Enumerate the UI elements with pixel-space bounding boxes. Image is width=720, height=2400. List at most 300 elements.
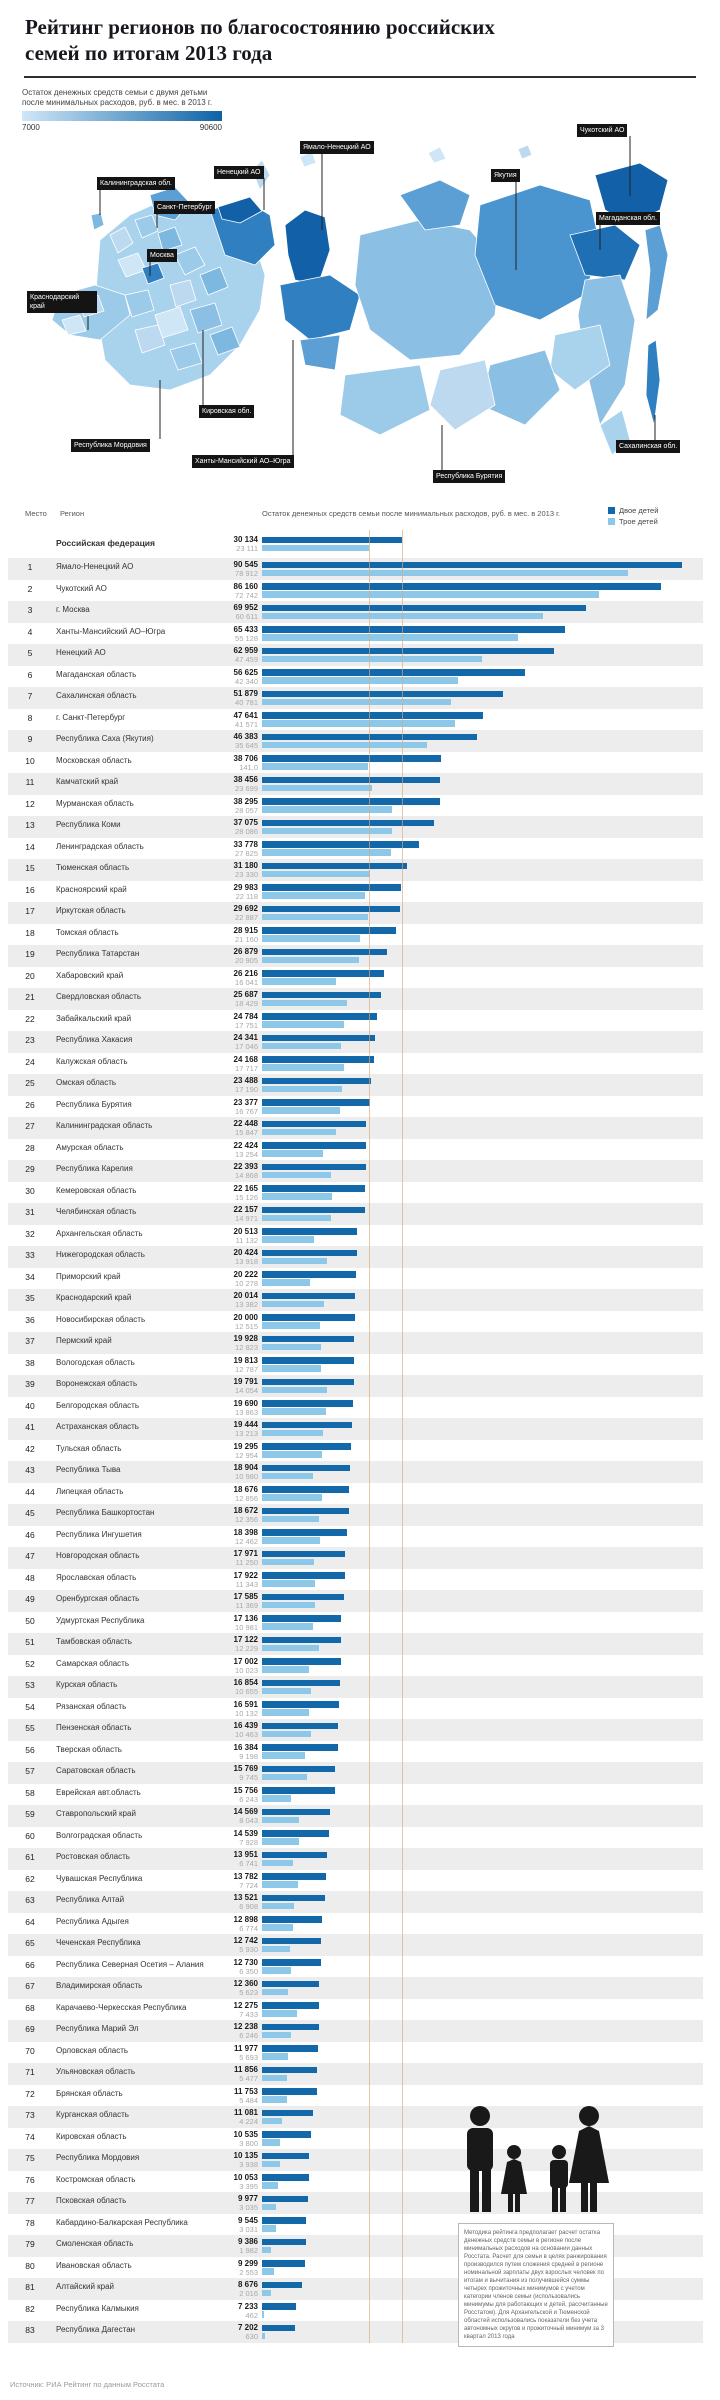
rank-cell: 12 <box>25 798 35 809</box>
bar-three-children <box>262 1172 331 1179</box>
value-three-children: 21 160 <box>235 934 258 944</box>
bar-two-children <box>262 1465 350 1472</box>
region-name: Пермский край <box>56 1336 112 1345</box>
table-row <box>8 1913 703 1935</box>
table-row <box>8 1461 703 1483</box>
bar-three-children <box>262 914 368 921</box>
value-three-children: 28 057 <box>235 805 258 815</box>
value-two-children: 10 053 <box>233 2172 258 2182</box>
russia-average-reference-line <box>402 530 403 2343</box>
region-name: Свердловская область <box>56 992 141 1001</box>
value-two-children: 13 782 <box>233 1871 258 1881</box>
bar-two-children <box>262 1293 355 1300</box>
bar-two-children <box>262 2325 295 2332</box>
bar-two-children <box>262 798 440 805</box>
column-header-region: Регион <box>60 509 85 518</box>
region-name: Ненецкий АО <box>56 648 106 657</box>
value-two-children: 65 433 <box>233 624 258 634</box>
region-name: Республика Хакасия <box>56 1035 133 1044</box>
table-row <box>8 967 703 989</box>
bar-two-children <box>262 2303 296 2310</box>
table-row <box>8 1117 703 1139</box>
value-three-children: 3 031 <box>239 2224 258 2234</box>
map-region-label: Республика Бурятия <box>433 470 505 483</box>
bar-two-children <box>262 906 400 913</box>
region-name: Карачаево-Черкесская Республика <box>56 2002 187 2012</box>
region-name: Магаданская область <box>56 669 137 679</box>
table-row-russia-total <box>8 530 703 558</box>
value-three-children: 17 751 <box>235 1020 258 1030</box>
region-name: Чувашская Республика <box>56 1873 143 1883</box>
value-three-children: 11 132 <box>235 1235 258 1245</box>
legend-swatch-two-children <box>608 507 615 514</box>
value-two-children: 12 742 <box>233 1936 258 1945</box>
value-two-children: 9 299 <box>237 2258 258 2268</box>
value-three-children: 78 912 <box>235 569 258 578</box>
bar-three-children <box>262 1623 313 1630</box>
bar-three-children <box>262 1817 299 1824</box>
value-two-children: 22 157 <box>233 1205 258 1214</box>
value-three-children: 23 330 <box>235 870 258 879</box>
table-row <box>8 838 703 860</box>
region-name: Республика Калмыкия <box>56 2303 139 2313</box>
table-row <box>8 1719 703 1741</box>
bar-three-children <box>262 570 628 577</box>
bar-three-children <box>262 1602 315 1609</box>
bar-two-children <box>262 1035 375 1042</box>
color-scale-gradient <box>22 111 222 121</box>
table-row <box>8 752 703 774</box>
region-name: Иркутская область <box>56 906 126 915</box>
bar-three-children <box>262 2161 280 2168</box>
value-two-children: 18 904 <box>233 1463 258 1472</box>
bar-three-children <box>262 1129 336 1136</box>
table-row <box>8 1827 703 1849</box>
value-three-children: 9 745 <box>239 1773 258 1782</box>
family-pictogram <box>452 2052 620 2214</box>
title-line-2: семей по итогам 2013 года <box>25 41 273 65</box>
rank-cell: 22 <box>25 1013 35 1024</box>
rank-cell: 53 <box>25 1680 35 1690</box>
value-three-children: 13 382 <box>235 1300 258 1309</box>
rank-cell: 39 <box>25 1379 35 1389</box>
table-row <box>8 1999 703 2021</box>
table-row <box>8 666 703 688</box>
bar-three-children <box>262 1731 311 1738</box>
rank-cell: 58 <box>25 1787 35 1798</box>
region-name: Республика Башкортостан <box>56 1508 155 1517</box>
value-two-children: 38 706 <box>233 753 258 763</box>
bar-three-children <box>262 2290 271 2297</box>
bar-three-children <box>262 2333 265 2340</box>
value-two-children: 24 341 <box>233 1033 258 1042</box>
bar-two-children <box>262 2088 317 2095</box>
table-row <box>8 1311 703 1333</box>
value-two-children: 38 295 <box>233 796 258 806</box>
table-row <box>8 1784 703 1806</box>
bar-three-children <box>262 1774 307 1781</box>
bar-two-children <box>262 1658 341 1665</box>
value-two-children: 26 879 <box>233 947 258 956</box>
bar-two-children <box>262 1551 345 1558</box>
bar-two-children <box>262 648 554 655</box>
value-two-children: 22 165 <box>233 1183 258 1193</box>
rank-cell: 55 <box>25 1723 35 1733</box>
value-three-children: 3 938 <box>239 2160 258 2169</box>
bar-two-children <box>262 1529 347 1536</box>
bar-two-children <box>262 1314 355 1321</box>
table-row <box>8 1956 703 1978</box>
bar-two-children <box>262 2260 305 2267</box>
table-row <box>8 1289 703 1311</box>
column-header-place: Место <box>25 509 47 518</box>
region-name: Тверская область <box>56 1744 122 1754</box>
methodology-note: Методика рейтинга предполагает расчет остатка денежных средств семьи в регионе после минимальных расходов на основании данных Росстата. Расчет для семьи в целях ранжирования производился путем сложения средней в регионе номинальной зарплаты двух взрослых человек по итогам и вычитания из получившейся суммы четырех прожиточных минимумов с учетом категории членов семьи (использовались минимумы для работающих и детей, рассчитанные Росстатом). Для Архангельской и Тюменской областей использовались показатели без учета автономных округов и прожиточный минимум за 3 квартал 2013 года <box>458 2223 614 2347</box>
bar-two-children <box>262 2045 318 2052</box>
region-name: Еврейская авт.область <box>56 1787 141 1797</box>
value-two-children: 11 081 <box>233 2108 258 2117</box>
bar-two-children <box>262 970 384 977</box>
bar-three-children <box>262 1064 344 1071</box>
region-name: Вологодская область <box>56 1357 135 1367</box>
bar-two-children <box>262 1422 352 1429</box>
bar-three-children <box>262 935 360 942</box>
table-row <box>8 1160 703 1182</box>
bar-two-children <box>262 583 661 590</box>
table-row <box>8 773 703 795</box>
value-three-children: 47 459 <box>235 655 258 664</box>
table-row <box>8 1139 703 1161</box>
value-three-children: 9 198 <box>239 1751 258 1761</box>
value-two-children: 86 160 <box>233 581 258 591</box>
bar-three-children <box>262 1645 319 1652</box>
bar-two-children <box>262 755 441 762</box>
table-row <box>8 1483 703 1505</box>
bar-two-children <box>262 1164 366 1171</box>
value-two-children: 62 959 <box>233 646 258 655</box>
rank-cell: 2 <box>27 583 33 594</box>
region-name: Республика Северная Осетия – Алания <box>56 1959 204 1969</box>
bar-three-children <box>262 2268 274 2275</box>
rank-cell: 17 <box>25 906 35 916</box>
bar-two-children <box>262 1637 341 1644</box>
value-three-children: 2 016 <box>239 2289 258 2298</box>
region-name: Краснодарский край <box>56 1293 132 1302</box>
value-three-children: 6 741 <box>239 1859 258 1868</box>
rank-cell: 72 <box>25 2088 35 2099</box>
rank-cell: 65 <box>25 1938 35 1948</box>
bar-two-children <box>262 2239 306 2246</box>
table-row <box>8 1633 703 1655</box>
rank-cell: 25 <box>25 1078 35 1088</box>
rank-cell: 56 <box>25 1744 35 1755</box>
value-two-children: 18 676 <box>233 1484 258 1494</box>
table-row <box>8 2020 703 2042</box>
value-three-children: 27 825 <box>235 848 258 858</box>
bar-three-children <box>262 2010 297 2017</box>
value-two-children: 20 222 <box>233 1269 258 1279</box>
table-row <box>8 1053 703 1075</box>
value-two-children: 15 756 <box>233 1785 258 1795</box>
value-three-children: 11 369 <box>235 1601 258 1610</box>
bar-two-children <box>262 1207 365 1214</box>
bar-three-children <box>262 1989 288 1996</box>
bar-three-children <box>262 1301 324 1308</box>
bar-three-children <box>262 785 372 792</box>
table-row <box>8 902 703 924</box>
value-two-children: 23 377 <box>233 1097 258 1107</box>
value-three-children: 14 971 <box>235 1214 258 1223</box>
region-name: Сахалинская область <box>56 691 137 700</box>
region-name: Кабардино-Балкарская Республика <box>56 2217 188 2227</box>
bar-three-children <box>262 1021 344 1028</box>
value-three-children: 12 515 <box>235 1321 258 1331</box>
map-region-label: Магаданская обл. <box>596 212 660 225</box>
value-three-children: 5 623 <box>239 1988 258 1997</box>
value-two-children: 19 791 <box>233 1377 258 1386</box>
value-two-children: 14 539 <box>233 1828 258 1838</box>
value-three-children: 15 126 <box>235 1192 258 1202</box>
table-row <box>8 1805 703 1827</box>
bar-three-children <box>262 1086 342 1093</box>
value-three-children: 22 887 <box>235 913 258 922</box>
map-region-label: Краснодарский край <box>27 291 97 313</box>
value-two-children: 13 951 <box>233 1850 258 1859</box>
bar-two-children <box>262 841 419 848</box>
value-two-children: 23 488 <box>233 1076 258 1085</box>
region-name: Республика Алтай <box>56 1895 125 1904</box>
bar-three-children <box>262 2075 287 2082</box>
value-two-children: 11 856 <box>233 2065 258 2074</box>
rank-cell: 70 <box>25 2045 35 2056</box>
region-name: Орловская область <box>56 2045 129 2055</box>
value-three-children: 12 229 <box>235 1644 258 1653</box>
rank-cell: 82 <box>25 2303 35 2314</box>
bar-two-children <box>262 605 586 612</box>
table-row <box>8 1203 703 1225</box>
scale-min-value: 7000 <box>22 123 40 132</box>
bar-two-children <box>262 863 407 870</box>
rank-cell: 46 <box>25 1529 35 1540</box>
region-name: Самарская область <box>56 1658 130 1668</box>
region-name: Воронежская область <box>56 1379 138 1388</box>
legend-three-children: Трое детей <box>608 516 658 527</box>
value-two-children: 28 915 <box>233 925 258 935</box>
region-name: Удмуртская Республика <box>56 1615 145 1625</box>
value-three-children: 630 <box>245 2332 258 2341</box>
region-name: Белгородская область <box>56 1400 139 1410</box>
bar-three-children <box>262 849 391 856</box>
rank-cell: 13 <box>25 820 35 830</box>
bar-two-children <box>262 2196 308 2203</box>
value-two-children: 19 928 <box>233 1334 258 1343</box>
region-name: Московская область <box>56 755 132 765</box>
value-two-children: 46 383 <box>233 732 258 741</box>
bar-three-children <box>262 2118 282 2125</box>
bar-three-children <box>262 871 370 878</box>
value-three-children: 16 041 <box>235 977 258 987</box>
table-row <box>8 1440 703 1462</box>
bar-two-children <box>262 1981 319 1988</box>
bar-two-children <box>262 884 401 891</box>
bar-two-children <box>262 1336 354 1343</box>
value-three-children: 5 930 <box>239 1945 258 1954</box>
bar-three-children <box>262 1860 293 1867</box>
map-region-label: Чукотский АО <box>577 124 627 137</box>
bar-three-children <box>262 1580 315 1587</box>
map-region-label: Ханты-Мансийский АО–Югра <box>192 455 294 468</box>
bar-two-children <box>262 949 387 956</box>
bar-two-children <box>262 2282 302 2289</box>
rank-cell: 75 <box>25 2153 35 2163</box>
value-three-children: 5 477 <box>239 2074 258 2083</box>
rank-cell: 19 <box>25 949 35 959</box>
region-name: Ханты-Мансийский АО–Югра <box>56 626 166 636</box>
value-two-children: 12 730 <box>233 1957 258 1967</box>
bar-two-children <box>262 2174 309 2181</box>
value-three-children: 10 981 <box>235 1622 258 1632</box>
bar-three-children <box>262 1279 310 1286</box>
region-name: Ленинградская область <box>56 841 144 851</box>
rank-cell: 45 <box>25 1508 35 1518</box>
region-name: Красноярский край <box>56 884 127 894</box>
bar-two-children <box>262 1078 371 1085</box>
bar-legend <box>608 505 658 527</box>
rank-cell: 16 <box>25 884 35 895</box>
rank-cell: 67 <box>25 1981 35 1991</box>
value-three-children: 6 774 <box>239 1923 258 1933</box>
region-name: Рязанская область <box>56 1701 127 1711</box>
bar-three-children <box>262 806 392 813</box>
region-name: Астраханская область <box>56 1422 139 1431</box>
region-name: Калужская область <box>56 1056 128 1066</box>
region-name: Ставропольский край <box>56 1809 136 1818</box>
value-three-children: 10 463 <box>235 1730 258 1739</box>
bar-three-children <box>262 2311 264 2318</box>
rank-cell: 59 <box>25 1809 35 1819</box>
rank-cell: 20 <box>25 970 35 981</box>
rank-cell: 14 <box>25 841 35 852</box>
map-region-label: Калининградская обл. <box>97 177 175 190</box>
rank-cell: 60 <box>25 1830 35 1841</box>
value-two-children: 10 135 <box>233 2151 258 2160</box>
bar-three-children <box>262 1967 291 1974</box>
value-three-children: 141,0 <box>239 762 258 772</box>
value-two-children: 13 521 <box>233 1893 258 1902</box>
bar-three-children <box>262 1387 327 1394</box>
table-row <box>8 1590 703 1612</box>
region-name: Республика Бурятия <box>56 1099 132 1109</box>
rank-cell: 5 <box>27 648 33 658</box>
value-two-children: 20 513 <box>233 1226 258 1236</box>
table-row <box>8 1934 703 1956</box>
table-row <box>8 1074 703 1096</box>
value-two-children: 37 075 <box>233 818 258 827</box>
value-two-children: 12 360 <box>233 1979 258 1988</box>
value-three-children: 18 429 <box>235 999 258 1008</box>
bar-three-children <box>262 1430 323 1437</box>
rank-cell: 73 <box>25 2110 35 2120</box>
value-three-children: 72 742 <box>235 590 258 600</box>
rank-cell: 1 <box>27 562 33 572</box>
value-three-children: 8 043 <box>239 1816 258 1825</box>
value-two-children: 16 854 <box>233 1678 258 1687</box>
bar-two-children <box>262 691 503 698</box>
bar-two-children <box>262 2002 319 2009</box>
table-row <box>8 1891 703 1913</box>
table-row <box>8 1762 703 1784</box>
rank-cell: 44 <box>25 1486 35 1497</box>
bar-two-children <box>262 1744 338 1751</box>
bar-three-children <box>262 699 451 706</box>
page-title <box>25 14 695 66</box>
bar-three-children <box>262 1150 323 1157</box>
value-two-children: 19 444 <box>233 1420 258 1429</box>
region-name: Республика Адыгея <box>56 1916 129 1926</box>
region-name: Смоленская область <box>56 2239 134 2248</box>
bar-two-children <box>262 1615 341 1622</box>
bar-two-children <box>262 1572 345 1579</box>
value-three-children: 55 128 <box>235 633 258 643</box>
rank-cell: 63 <box>25 1895 35 1905</box>
value-two-children: 26 216 <box>233 968 258 978</box>
bar-three-children <box>262 634 518 641</box>
region-name: Чукотский АО <box>56 583 107 593</box>
bar-three-children <box>262 1516 319 1523</box>
rank-cell: 62 <box>25 1873 35 1884</box>
value-two-children: 11 977 <box>233 2043 258 2053</box>
value-three-children: 13 918 <box>235 1257 258 1266</box>
value-three-children: 23 699 <box>235 784 258 793</box>
rank-cell: 78 <box>25 2217 35 2228</box>
bar-three-children <box>262 763 368 770</box>
region-name: Томская область <box>56 927 119 937</box>
rank-cell: 54 <box>25 1701 35 1712</box>
rank-cell: 68 <box>25 2002 35 2013</box>
rank-cell: 47 <box>25 1551 35 1561</box>
rank-cell: 30 <box>25 1185 35 1196</box>
value-two-children: 20 000 <box>233 1312 258 1322</box>
bar-three-children <box>262 1473 313 1480</box>
rank-cell: 80 <box>25 2260 35 2271</box>
value-two-children: 30 134 <box>233 535 258 544</box>
bar-two-children <box>262 992 381 999</box>
bar-three-children <box>262 892 365 899</box>
bar-three-children <box>262 720 455 727</box>
bar-two-children <box>262 1271 356 1278</box>
region-name: Республика Тыва <box>56 1465 121 1474</box>
region-name: Камчатский край <box>56 777 119 786</box>
bar-three-children <box>262 1946 290 1953</box>
table-row <box>8 1182 703 1204</box>
table-row <box>8 1848 703 1870</box>
bar-three-children <box>262 656 482 663</box>
rank-cell: 43 <box>25 1465 35 1475</box>
value-two-children: 17 002 <box>233 1656 258 1666</box>
bar-three-children <box>262 1881 298 1888</box>
bar-two-children <box>262 777 440 784</box>
rank-cell: 24 <box>25 1056 35 1067</box>
bar-two-children <box>262 820 434 827</box>
region-name: Калининградская область <box>56 1121 153 1130</box>
bar-two-children <box>262 626 565 633</box>
region-name: Республика Татарстан <box>56 949 140 958</box>
value-three-children: 10 023 <box>235 1665 258 1675</box>
bar-three-children <box>262 1838 299 1845</box>
bar-two-children <box>262 2217 306 2224</box>
region-name: Омская область <box>56 1078 117 1087</box>
table-row <box>8 945 703 967</box>
